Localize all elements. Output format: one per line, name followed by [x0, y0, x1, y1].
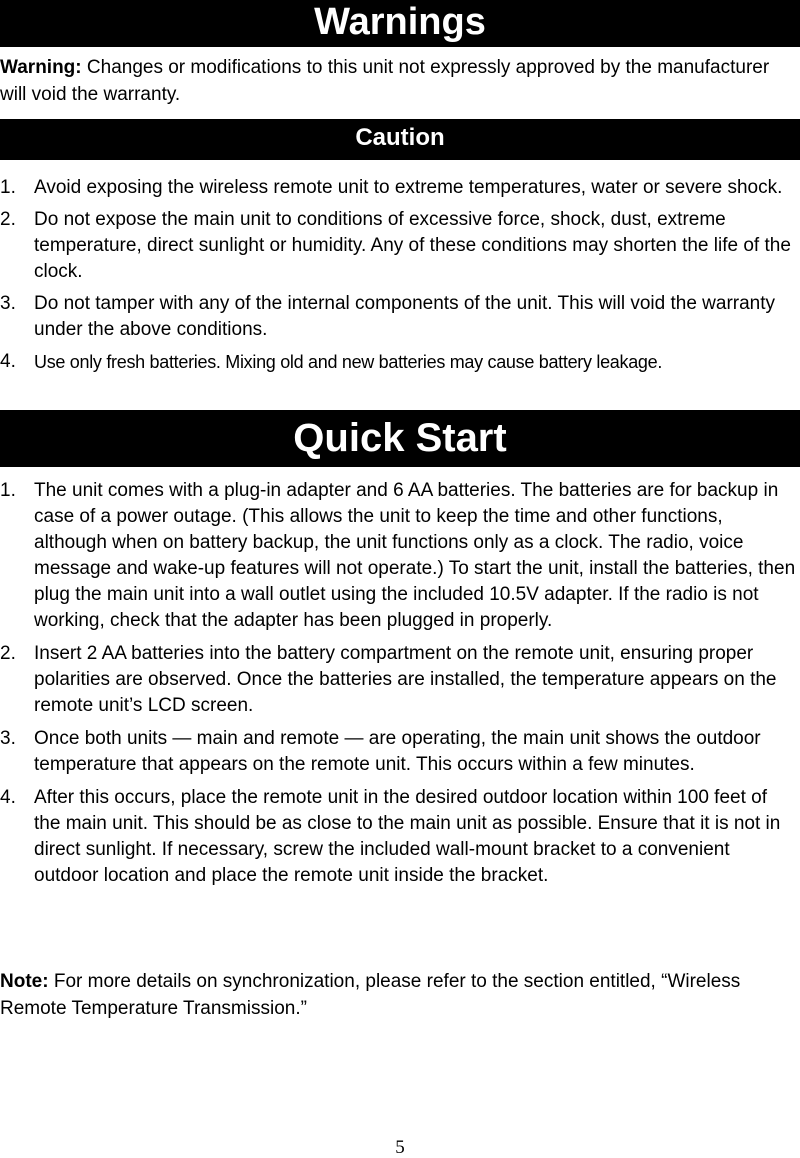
warning-paragraph — [0, 54, 790, 108]
caution-item — [0, 207, 797, 285]
item-number: 2. — [0, 643, 16, 664]
item-number: 1. — [0, 177, 16, 198]
note-text: For more details on synchronization, please refer to the section entitled, “Wireless Remote Temperature Transmission.” — [0, 971, 741, 1019]
caution-item — [0, 175, 797, 201]
item-number: 2. — [0, 209, 16, 230]
item-text: Use only fresh batteries. Mixing old and new batteries may cause battery leakage. — [34, 352, 663, 372]
item-number: 4. — [0, 351, 16, 372]
warning-label: Warning: — [0, 57, 82, 78]
quick-start-heading: Quick Start — [0, 410, 800, 467]
caution-item — [0, 291, 797, 343]
caution-list — [0, 175, 797, 382]
page-number: 5 — [395, 1137, 405, 1158]
item-number: 3. — [0, 293, 16, 314]
item-text: Insert 2 AA batteries into the battery compartment on the remote unit, ensuring proper polarities are observed. Once the batteries are installed, the temperature appears on the remote unit’s LCD screen. — [34, 643, 777, 716]
item-text: Do not expose the main unit to conditions of excessive force, shock, dust, extreme temperature, direct sunlight or humidity. Any of these conditions may shorten the life of the clock. — [34, 209, 791, 282]
warning-text: Changes or modifications to this unit not expressly approved by the manufacturer will void the warranty. — [0, 57, 770, 105]
item-text: Avoid exposing the wireless remote unit to extreme temperatures, water or severe shock. — [34, 177, 783, 198]
note-label: Note: — [0, 971, 49, 992]
warnings-heading: Warnings — [0, 0, 800, 47]
item-number: 1. — [0, 480, 16, 501]
item-text: Do not tamper with any of the internal components of the unit. This will void the warranty under the above conditions. — [34, 293, 776, 340]
quick-start-item — [0, 641, 797, 719]
quick-start-item — [0, 478, 797, 634]
item-text: Once both units — main and remote — are operating, the main unit shows the outdoor temperature that appears on the remote unit. This occurs within a few minutes. — [34, 728, 761, 775]
caution-item — [0, 349, 797, 376]
quick-start-item — [0, 726, 797, 778]
item-text: The unit comes with a plug-in adapter and 6 AA batteries. The batteries are for backup in case of a power outage. (This allows the unit to keep the time and other functions, although when on battery backup, the unit functions only as a clock. The radio, voice message and wake-up features will not operate.) To start the unit, install the batteries, then plug the main unit into a wall outlet using the included 10.5V adapter. If the radio is not working, check that the adapter has been plugged in properly. — [34, 480, 796, 631]
quick-start-item — [0, 785, 797, 889]
note-paragraph — [0, 968, 790, 1022]
quick-start-list — [0, 478, 797, 896]
item-text: After this occurs, place the remote unit in the desired outdoor location within 100 feet of the main unit. This should be as close to the main unit as possible. Ensure that it is not in direct sunlight. If necessary, screw the included wall-mount bracket to a convenient outdoor location and place the remote unit inside the bracket. — [34, 787, 781, 886]
item-number: 4. — [0, 787, 16, 808]
item-number: 3. — [0, 728, 16, 749]
caution-heading: Caution — [0, 119, 800, 160]
